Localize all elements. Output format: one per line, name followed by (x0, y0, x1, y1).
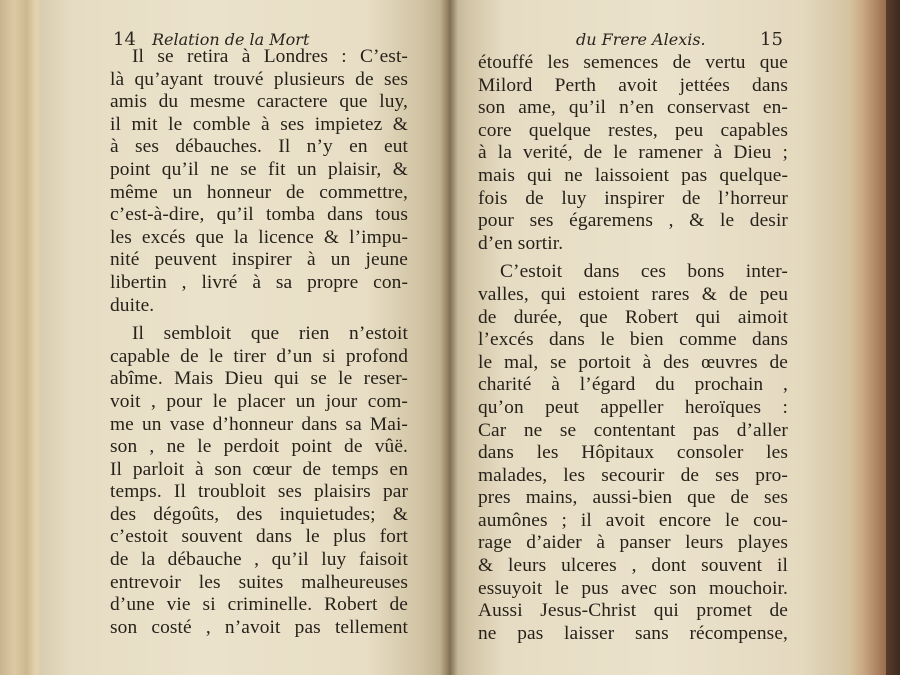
right-page (448, 0, 850, 675)
text-line: Il se retira à Londres : C’est- (132, 46, 408, 67)
text-line: abîme. Mais Dieu qui se le reser- (110, 368, 408, 390)
text-line: pour ses égaremens , & le desir (478, 210, 788, 232)
text-line: dans les Hôpitaux consoler les (478, 442, 788, 464)
text-line: d’une vie si criminelle. Robert de (110, 594, 408, 616)
right-page-number: 15 (760, 29, 783, 50)
text-line: des dégoûts, des inquietudes; & (110, 503, 408, 525)
text-line: son , ne le perdoit point de vûë. (110, 436, 408, 458)
text-line: entrevoir les suites malheureuses (110, 571, 408, 593)
text-line: point qu’il ne se fit un plaisir, & (110, 158, 408, 180)
text-line: rage d’aider à panser leurs playes (478, 532, 788, 554)
text-line: me un vase d’honneur dans sa Mai- (110, 413, 408, 435)
book-board-edge (886, 0, 900, 675)
text-line: aumônes ; il avoit encore le cou- (478, 509, 788, 531)
left-page-number: 14 (113, 29, 136, 50)
text-line: Aussi Jesus-Christ qui promet de (478, 600, 788, 622)
text-line: charité à l’égard du prochain , (478, 374, 788, 396)
text-line: l’excés dans le bien comme dans (478, 329, 788, 351)
text-line: c’est-à-dire, qu’il tomba dans tous (110, 204, 408, 226)
text-line: C’estoit dans ces bons inter- (500, 261, 788, 283)
book-gutter-shadow (440, 0, 458, 675)
text-line: il mit le comble à ses impietez & (110, 113, 408, 135)
text-line: temps. Il troubloit ses plaisirs par (110, 481, 408, 503)
text-line: nité peuvent inspirer à un jeune (110, 249, 408, 271)
right-text-block (478, 52, 788, 645)
right-running-head: du Frere Alexis. (576, 30, 706, 49)
text-line: à la verité, de le ramener à Dieu ; (478, 142, 788, 164)
text-line: & leurs ulceres , dont souvent il (478, 555, 788, 577)
text-line: amis du mesme caractere que luy, (110, 91, 408, 113)
text-line: malades, les secourir de ses pro- (478, 464, 788, 486)
text-line: mais qui ne laissoient pas quelque- (478, 164, 788, 186)
left-text-block (110, 46, 408, 639)
text-line: core quelque restes, peu capables (478, 119, 788, 141)
text-line: Milord Perth avoit jettées dans (478, 74, 788, 96)
text-line: de durée, que Robert qui aimoit (478, 306, 788, 328)
text-line: qu’on peut appeller heroïques : (478, 396, 788, 418)
text-line: capable de le tirer d’un si profond (110, 345, 408, 367)
text-line: son ame, qu’il n’en conservast en- (478, 97, 788, 119)
text-line: fois de luy inspirer de l’horreur (478, 187, 788, 209)
text-line: Il sembloit que rien n’estoit (132, 323, 408, 345)
text-line: libertin , livré à sa propre con- (110, 271, 408, 293)
text-line: valles, qui estoient rares & de peu (478, 283, 788, 305)
left-page (40, 0, 448, 675)
text-line: duite. (110, 294, 155, 316)
text-line: essuyoit le pus avec son mouchoir. (478, 577, 788, 599)
text-line: les excés que la licence & l’impu- (110, 226, 408, 248)
text-line: étouffé les semences de vertu que (478, 52, 788, 73)
text-line: ne pas laisser sans récompense, (478, 622, 788, 644)
text-line: Car ne se contentant pas d’aller (478, 419, 788, 441)
text-line: son costé , n’avoit pas tellement (110, 616, 408, 638)
text-line: c’estoit souvent dans le plus fort (110, 526, 408, 548)
text-line: d’en sortir. (478, 232, 564, 254)
text-line: de la débauche , qu’il luy faisoit (110, 549, 408, 571)
text-line: le mal, se portoit à des œuvres de (478, 351, 788, 373)
text-line: voit , pour le placer un jour com- (110, 390, 408, 412)
text-line: à ses débauches. Il n’y en eut (110, 136, 408, 158)
text-line: même un honneur de commettre, (110, 181, 408, 203)
text-line: pres mains, aussi-bien que de ses (478, 487, 788, 509)
text-line: Il parloit à son cœur de temps en (110, 458, 408, 480)
left-running-head: Relation de la Mort (152, 30, 310, 49)
text-line: là qu’ayant trouvé plusieurs de ses (110, 68, 408, 90)
